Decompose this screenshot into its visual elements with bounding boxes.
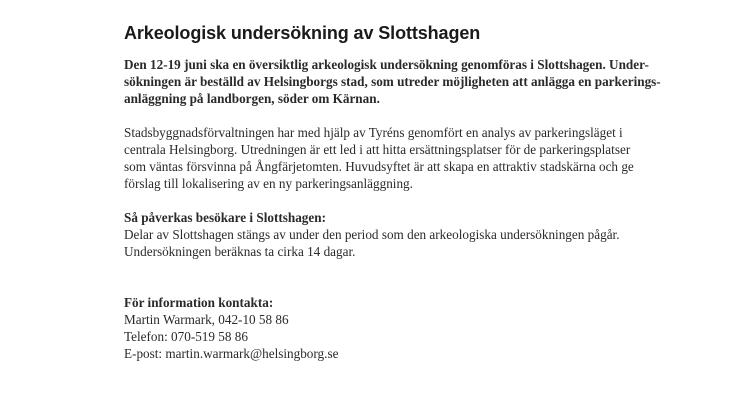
body-line: som väntas försvinna på Ångfärjetomten. Huvudsyftet är att skapa en attraktiv stadskärna och ge: [124, 159, 634, 174]
visitor-impact-line: Delar av Slottshagen stängs av under den period som den arkeologiska undersökningen pågår.: [124, 227, 620, 242]
lead-paragraph: [124, 56, 724, 107]
contact-email[interactable]: E-post: martin.warmark@helsingborg.se: [124, 346, 339, 361]
body-paragraph: [124, 124, 724, 192]
lead-line: Den 12-19 juni ska en översiktlig arkeologisk undersökning genomföras i Slottshagen. Under-: [124, 57, 649, 72]
contact-name-phone: Martin Warmark, 042-10 58 86: [124, 312, 289, 327]
document-title: Arkeologisk undersökning av Slottshagen: [124, 23, 481, 43]
spacer: [124, 277, 724, 294]
body-line: förslag till lokalisering av en ny parkeringsanläggning.: [124, 176, 413, 191]
lead-line: sökningen är beställd av Helsingborgs stad, som utreder möjligheten att anlägga en parkerings-: [124, 74, 661, 89]
contact-section: [124, 294, 724, 362]
document-page: [124, 22, 724, 362]
body-line: Stadsbyggnadsförvaltningen har med hjälp av Tyréns genomfört en analys av parkeringsläget i: [124, 125, 623, 140]
visitor-impact-section: [124, 209, 724, 260]
contact-heading: För information kontakta:: [124, 295, 274, 310]
visitor-impact-line: Undersökningen beräknas ta cirka 14 dagar.: [124, 244, 356, 259]
body-line: centrala Helsingborg. Utredningen är ett led i att hitta ersättningsplatser för de parkeringsplatser: [124, 142, 631, 157]
visitor-impact-heading: Så påverkas besökare i Slottshagen:: [124, 210, 326, 225]
lead-line: anläggning på landborgen, söder om Kärnan.: [124, 91, 380, 106]
contact-phone: Telefon: 070-519 58 86: [124, 329, 248, 344]
